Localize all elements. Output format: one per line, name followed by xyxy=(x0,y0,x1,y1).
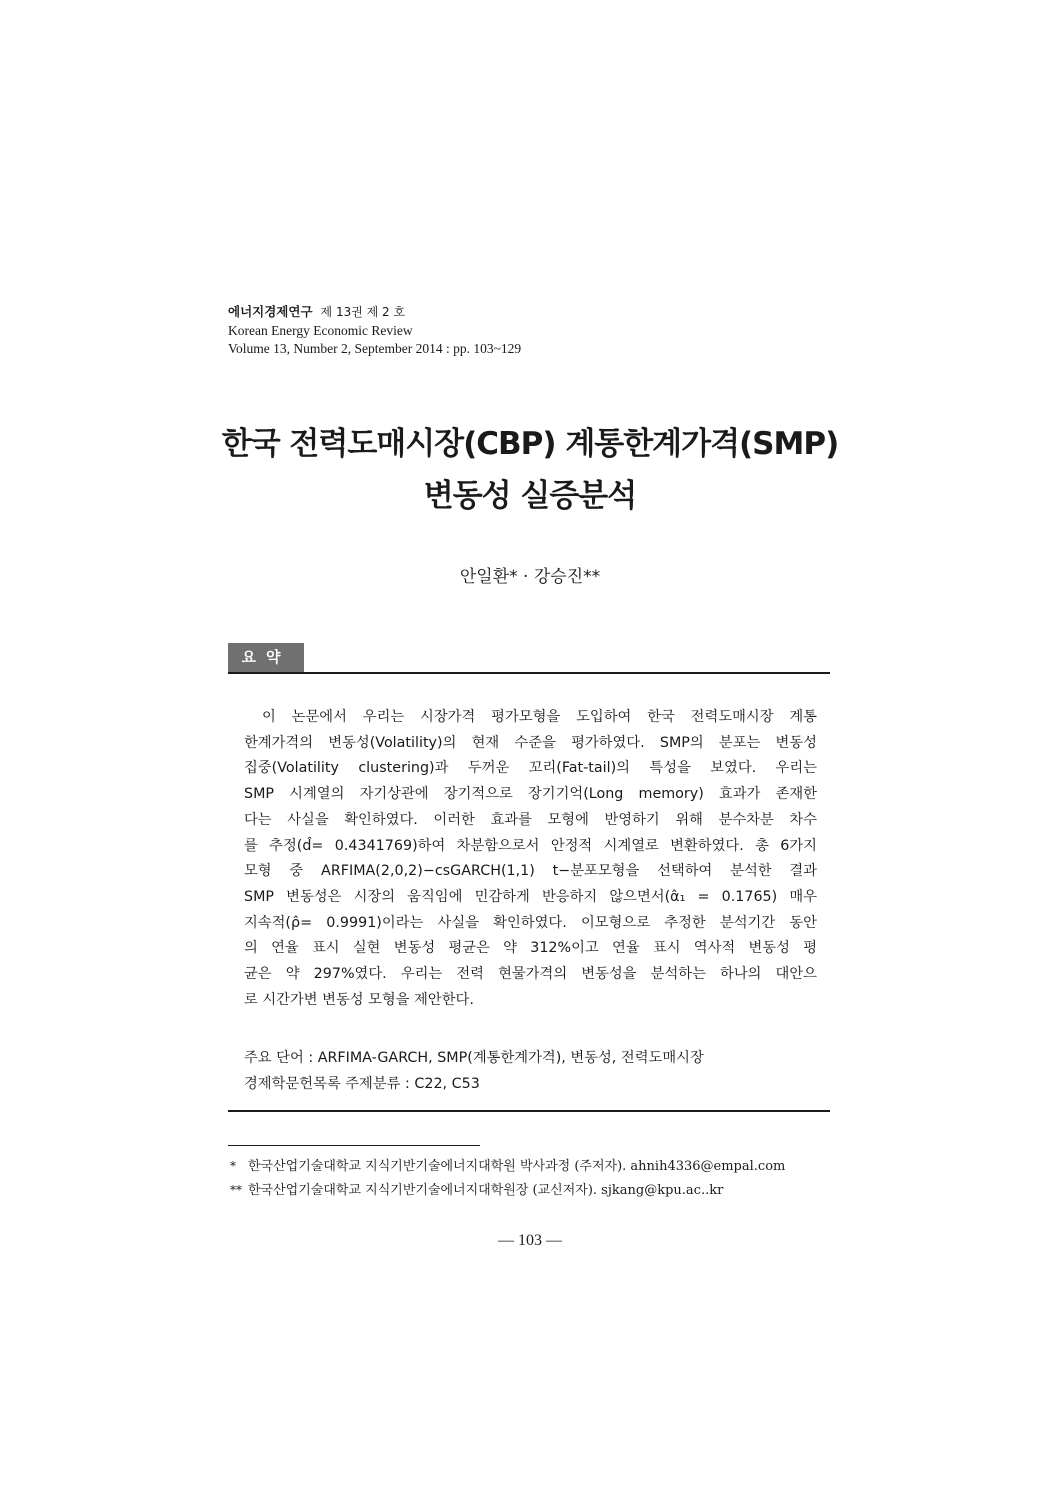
abstract-heading-bar xyxy=(228,643,830,674)
abstract-line: 지속적(ρ̂= 0.9991)이라는 사실을 확인하였다. 이모형으로 추정한 분석기간 동안 xyxy=(244,914,817,931)
abstract-line: 의 연율 표시 실현 변동성 평균은 약 312%이고 연율 표시 역사적 변동성 평 xyxy=(244,940,817,957)
footnote-rule xyxy=(228,1145,480,1146)
author-list: 안일환* · 강승진** xyxy=(459,567,601,587)
paper-title-line-1: 한국 전력도매시장(CBP) 계통한계가격(SMP) xyxy=(221,426,839,462)
journal-name-ko: 에너지경제연구 xyxy=(228,304,313,319)
footnote-mark: * xyxy=(230,1159,236,1173)
keywords: 주요 단어 : ARFIMA-GARCH, SMP(계통한계가격), 변동성, 전력도매시장 xyxy=(244,1050,704,1066)
abstract-line: 로 시간가변 변동성 모형을 제안한다. xyxy=(244,991,474,1008)
keywords-block xyxy=(244,1045,704,1097)
abstract-line: 이 논문에서 우리는 시장가격 평가모형을 도입하여 한국 전력도매시장 계통 xyxy=(262,709,817,725)
journal-name-en: Korean Energy Economic Review xyxy=(228,323,413,338)
abstract-line: 를 추정(d̂= 0.4341769)하여 차분함으로서 안정적 시계열로 변환하였다. 총 6가지 xyxy=(244,837,817,854)
abstract-line: 한계가격의 변동성(Volatility)의 현재 수준을 평가하였다. SMP의 분포는 변동성 xyxy=(244,734,817,751)
paper-title-line-2: 변동성 실증분석 xyxy=(423,478,637,514)
abstract-line: 균은 약 297%였다. 우리는 전력 현물가격의 변동성을 분석하는 하나의 대안으 xyxy=(244,966,817,983)
journal-header xyxy=(228,303,521,358)
abstract-line: 다는 사실을 확인하였다. 이러한 효과를 모형에 반영하기 위해 분수차분 차수 xyxy=(244,811,817,828)
footnote-2 xyxy=(230,1179,723,1198)
journal-citation: Volume 13, Number 2, September 2014 : pp. 103~129 xyxy=(228,341,522,356)
page-number: — 103 — xyxy=(498,1232,562,1249)
abstract-line: SMP 변동성은 시장의 움직임에 민감하게 반응하지 않으면서(α̂₁ = 0.1765) 매우 xyxy=(244,888,817,905)
jel-classification: 경제학문헌목록 주제분류 : C22, C53 xyxy=(244,1076,480,1092)
abstract-line: 모형 중 ARFIMA(2,0,2)−csGARCH(1,1) t−분포모형을 선택하여 분석한 결과 xyxy=(244,863,817,880)
abstract-line: 집중(Volatility clustering)과 두꺼운 꼬리(Fat-tail)의 특성을 보였다. 우리는 xyxy=(244,760,817,777)
footnote-1 xyxy=(230,1155,785,1174)
abstract-line: SMP 시계열의 자기상관에 장기적으로 장기기억(Long memory) 효과가 존재한 xyxy=(244,786,817,803)
abstract-heading: 요약 xyxy=(228,643,304,672)
footnote-mark: ** xyxy=(230,1183,242,1197)
footnote-text: 한국산업기술대학교 지식기반기술에너지대학원장 (교신저자). sjkang@kpu.ac..kr xyxy=(248,1183,724,1198)
abstract-body xyxy=(244,705,817,1013)
journal-line-1 xyxy=(228,303,521,322)
footnote-text: 한국산업기술대학교 지식기반기술에너지대학원 박사과정 (주저자). ahnih4336@empal.com xyxy=(248,1159,786,1174)
abstract-bottom-rule xyxy=(228,1110,830,1112)
journal-volume-ko: 제 13권 제 2 호 xyxy=(320,305,406,319)
